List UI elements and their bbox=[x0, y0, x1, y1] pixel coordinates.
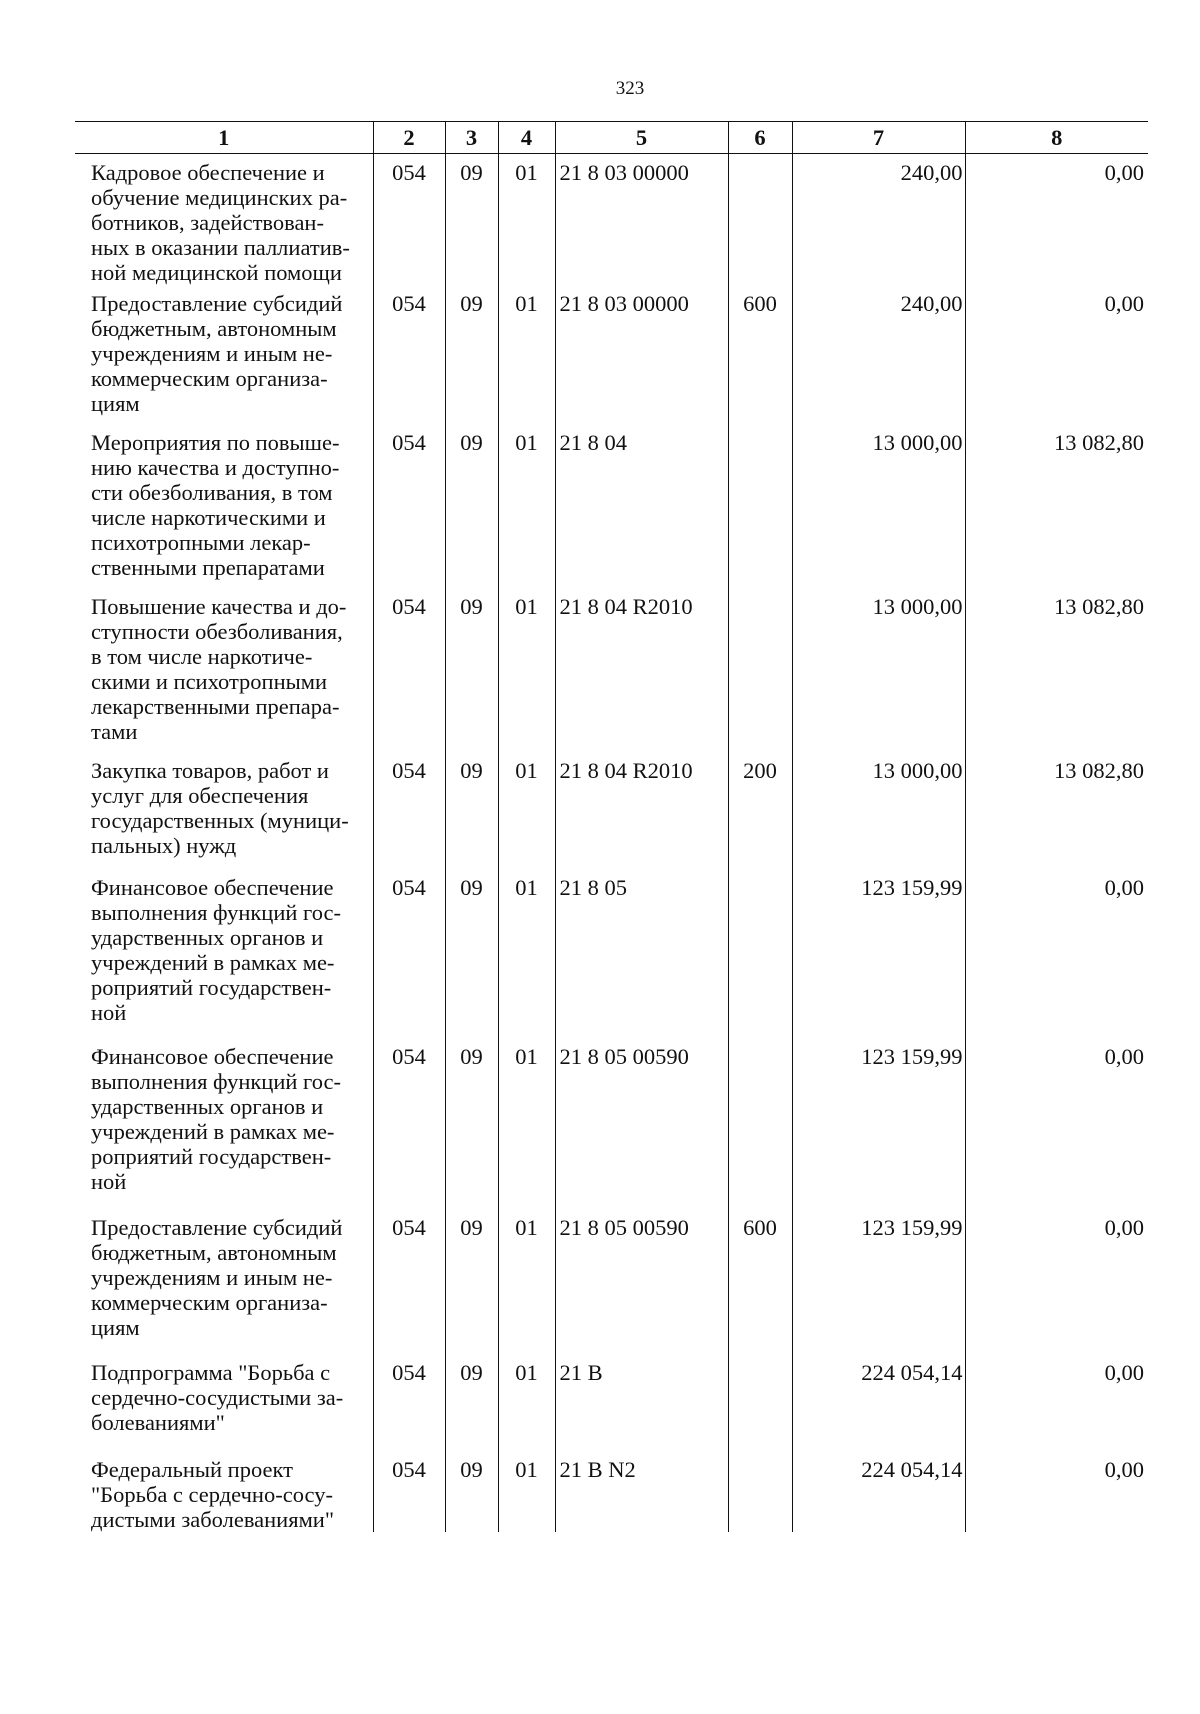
amount-col8-cell: 0,00 bbox=[965, 285, 1148, 424]
table-row bbox=[75, 869, 1148, 1038]
row-name-line: обучение медицинских ра- bbox=[91, 185, 348, 210]
section-code-cell: 09 bbox=[445, 424, 498, 588]
table-row bbox=[75, 1451, 1148, 1532]
amount-col8-cell: 0,00 bbox=[965, 1038, 1148, 1209]
amount-col8-cell: 13 082,80 bbox=[965, 424, 1148, 588]
amount-col7-cell: 240,00 bbox=[792, 154, 965, 286]
amount-col7-cell: 13 000,00 bbox=[792, 752, 965, 869]
row-name-line: нию качества и доступно- bbox=[91, 455, 340, 480]
table-row bbox=[75, 285, 1148, 424]
row-name-cell bbox=[75, 154, 373, 286]
expense-type-cell bbox=[728, 1038, 792, 1209]
amount-col8-cell: 0,00 bbox=[965, 1354, 1148, 1451]
row-name-line: циям bbox=[91, 1315, 140, 1340]
row-name-line: ступности обезболивания, bbox=[91, 619, 343, 644]
row-name-cell bbox=[75, 1451, 373, 1532]
column-header-3: 3 bbox=[445, 122, 498, 154]
row-name-line: ственными препаратами bbox=[91, 555, 325, 580]
amount-col7-cell: 123 159,99 bbox=[792, 1209, 965, 1354]
subsection-code-cell: 01 bbox=[498, 752, 555, 869]
table-body bbox=[75, 154, 1148, 1533]
subsection-code-cell: 01 bbox=[498, 1038, 555, 1209]
section-code-cell: 09 bbox=[445, 285, 498, 424]
column-header-7: 7 bbox=[792, 122, 965, 154]
row-name-line: услуг для обеспечения bbox=[91, 783, 309, 808]
ministry-code-cell: 054 bbox=[373, 752, 445, 869]
table-row bbox=[75, 1354, 1148, 1451]
amount-col7-cell: 240,00 bbox=[792, 285, 965, 424]
subsection-code-cell: 01 bbox=[498, 1354, 555, 1451]
subsection-code-cell: 01 bbox=[498, 1451, 555, 1532]
row-name-line: циям bbox=[91, 391, 140, 416]
amount-col7-cell: 13 000,00 bbox=[792, 588, 965, 752]
row-name-line: ной bbox=[91, 1000, 127, 1025]
budget-table bbox=[75, 121, 1148, 1532]
section-code-cell: 09 bbox=[445, 1451, 498, 1532]
row-name-cell bbox=[75, 588, 373, 752]
section-code-cell: 09 bbox=[445, 1209, 498, 1354]
amount-col7-cell: 224 054,14 bbox=[792, 1451, 965, 1532]
column-header-1: 1 bbox=[75, 122, 373, 154]
row-name-line: Финансовое обеспечение bbox=[91, 1044, 334, 1069]
row-name-line: сердечно-сосудистыми за- bbox=[91, 1385, 344, 1410]
subsection-code-cell: 01 bbox=[498, 424, 555, 588]
target-item-code-cell: 21 8 03 00000 bbox=[555, 285, 728, 424]
page-number: 323 bbox=[615, 78, 645, 99]
row-name-line: роприятий государствен- bbox=[91, 1144, 332, 1169]
target-item-code-cell: 21 8 05 bbox=[555, 869, 728, 1038]
row-name-line: Закупка товаров, работ и bbox=[91, 758, 329, 783]
expense-type-cell bbox=[728, 1354, 792, 1451]
section-code-cell: 09 bbox=[445, 1354, 498, 1451]
amount-col8-cell: 13 082,80 bbox=[965, 588, 1148, 752]
row-name-line: Федеральный проект bbox=[91, 1457, 293, 1482]
row-name-line: выполнения функций гос- bbox=[91, 900, 341, 925]
amount-col8-cell: 0,00 bbox=[965, 1209, 1148, 1354]
budget-table-container bbox=[75, 121, 1148, 1532]
expense-type-cell bbox=[728, 588, 792, 752]
row-name-line: ных в оказании паллиатив- bbox=[91, 235, 350, 260]
target-item-code-cell: 21 8 05 00590 bbox=[555, 1038, 728, 1209]
subsection-code-cell: 01 bbox=[498, 285, 555, 424]
amount-col8-cell: 13 082,80 bbox=[965, 752, 1148, 869]
row-name-line: учреждений в рамках ме- bbox=[91, 1119, 335, 1144]
target-item-code-cell: 21 8 04 bbox=[555, 424, 728, 588]
table-row bbox=[75, 424, 1148, 588]
row-name-line: в том числе наркотиче- bbox=[91, 644, 313, 669]
row-name-line: роприятий государствен- bbox=[91, 975, 332, 1000]
target-item-code-cell: 21 В N2 bbox=[555, 1451, 728, 1532]
row-name-line: Предоставление субсидий bbox=[91, 291, 343, 316]
row-name-line: сти обезболивания, в том bbox=[91, 480, 333, 505]
amount-col7-cell: 224 054,14 bbox=[792, 1354, 965, 1451]
row-name-line: ботников, задействован- bbox=[91, 210, 324, 235]
row-name-line: числе наркотическими и bbox=[91, 505, 326, 530]
amount-col8-cell: 0,00 bbox=[965, 154, 1148, 286]
target-item-code-cell: 21 8 04 R2010 bbox=[555, 588, 728, 752]
row-name-line: ударственных органов и bbox=[91, 1094, 324, 1119]
row-name-cell bbox=[75, 1209, 373, 1354]
row-name-line: Кадровое обеспечение и bbox=[91, 160, 325, 185]
row-name-line: Предоставление субсидий bbox=[91, 1215, 343, 1240]
row-name-line: ной медицинской помощи bbox=[91, 260, 342, 285]
row-name-line: Финансовое обеспечение bbox=[91, 875, 334, 900]
expense-type-cell: 200 bbox=[728, 752, 792, 869]
ministry-code-cell: 054 bbox=[373, 285, 445, 424]
row-name-line: скими и психотропными bbox=[91, 669, 328, 694]
ministry-code-cell: 054 bbox=[373, 1038, 445, 1209]
row-name-line: учреждениям и иным не- bbox=[91, 341, 333, 366]
row-name-line: тами bbox=[91, 719, 138, 744]
row-name-line: Подпрограмма "Борьба с bbox=[91, 1360, 331, 1385]
row-name-line: коммерческим организа- bbox=[91, 366, 328, 391]
section-code-cell: 09 bbox=[445, 588, 498, 752]
expense-type-cell bbox=[728, 869, 792, 1038]
row-name-line: Повышение качества и до- bbox=[91, 594, 347, 619]
target-item-code-cell: 21 8 04 R2010 bbox=[555, 752, 728, 869]
amount-col7-cell: 123 159,99 bbox=[792, 1038, 965, 1209]
ministry-code-cell: 054 bbox=[373, 1451, 445, 1532]
target-item-code-cell: 21 В bbox=[555, 1354, 728, 1451]
row-name-line: государственных (муници- bbox=[91, 808, 349, 833]
amount-col7-cell: 123 159,99 bbox=[792, 869, 965, 1038]
amount-col8-cell: 0,00 bbox=[965, 869, 1148, 1038]
row-name-cell bbox=[75, 424, 373, 588]
subsection-code-cell: 01 bbox=[498, 588, 555, 752]
row-name-cell bbox=[75, 869, 373, 1038]
row-name-line: ударственных органов и bbox=[91, 925, 324, 950]
row-name-line: учреждений в рамках ме- bbox=[91, 950, 335, 975]
subsection-code-cell: 01 bbox=[498, 869, 555, 1038]
ministry-code-cell: 054 bbox=[373, 1354, 445, 1451]
row-name-line: лекарственными препара- bbox=[91, 694, 340, 719]
column-header-5: 5 bbox=[555, 122, 728, 154]
row-name-line: дистыми заболеваниями" bbox=[91, 1507, 335, 1532]
section-code-cell: 09 bbox=[445, 752, 498, 869]
section-code-cell: 09 bbox=[445, 1038, 498, 1209]
row-name-line: болеваниями" bbox=[91, 1410, 225, 1435]
table-row bbox=[75, 588, 1148, 752]
row-name-cell bbox=[75, 1038, 373, 1209]
ministry-code-cell: 054 bbox=[373, 1209, 445, 1354]
subsection-code-cell: 01 bbox=[498, 154, 555, 286]
expense-type-cell bbox=[728, 424, 792, 588]
table-row bbox=[75, 752, 1148, 869]
row-name-line: выполнения функций гос- bbox=[91, 1069, 341, 1094]
amount-col7-cell: 13 000,00 bbox=[792, 424, 965, 588]
ministry-code-cell: 054 bbox=[373, 869, 445, 1038]
column-header-8: 8 bbox=[965, 122, 1148, 154]
row-name-line: учреждениям и иным не- bbox=[91, 1265, 333, 1290]
table-row bbox=[75, 154, 1148, 286]
expense-type-cell: 600 bbox=[728, 285, 792, 424]
row-name-cell bbox=[75, 752, 373, 869]
row-name-line: бюджетным, автономным bbox=[91, 1240, 337, 1265]
subsection-code-cell: 01 bbox=[498, 1209, 555, 1354]
ministry-code-cell: 054 bbox=[373, 154, 445, 286]
section-code-cell: 09 bbox=[445, 869, 498, 1038]
row-name-line: пальных) нужд bbox=[91, 833, 237, 858]
ministry-code-cell: 054 bbox=[373, 424, 445, 588]
expense-type-cell bbox=[728, 154, 792, 286]
amount-col8-cell: 0,00 bbox=[965, 1451, 1148, 1532]
row-name-line: коммерческим организа- bbox=[91, 1290, 328, 1315]
row-name-line: психотропными лекар- bbox=[91, 530, 311, 555]
target-item-code-cell: 21 8 03 00000 bbox=[555, 154, 728, 286]
expense-type-cell: 600 bbox=[728, 1209, 792, 1354]
target-item-code-cell: 21 8 05 00590 bbox=[555, 1209, 728, 1354]
table-row bbox=[75, 1038, 1148, 1209]
column-header-4: 4 bbox=[498, 122, 555, 154]
table-header-row bbox=[75, 122, 1148, 154]
row-name-cell bbox=[75, 285, 373, 424]
row-name-cell bbox=[75, 1354, 373, 1451]
row-name-line: "Борьба с сердечно-сосу- bbox=[91, 1482, 333, 1507]
row-name-line: ной bbox=[91, 1169, 127, 1194]
expense-type-cell bbox=[728, 1451, 792, 1532]
table-row bbox=[75, 1209, 1148, 1354]
ministry-code-cell: 054 bbox=[373, 588, 445, 752]
column-header-2: 2 bbox=[373, 122, 445, 154]
row-name-line: бюджетным, автономным bbox=[91, 316, 337, 341]
column-header-6: 6 bbox=[728, 122, 792, 154]
row-name-line: Мероприятия по повыше- bbox=[91, 430, 340, 455]
section-code-cell: 09 bbox=[445, 154, 498, 286]
